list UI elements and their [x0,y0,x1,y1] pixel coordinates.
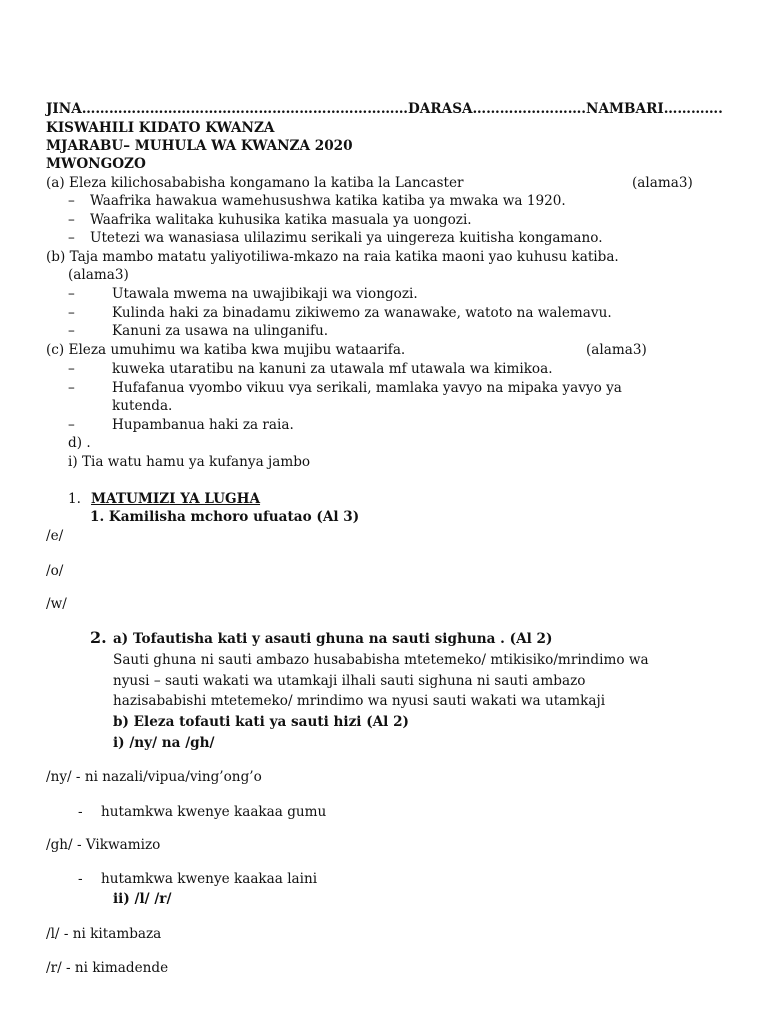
bullet-hyphen: - [78,804,83,820]
bullet-dash: – [68,380,75,396]
bullet-dash: – [68,212,75,228]
question-2b-i: i) /ny/ na /gh/ [113,735,215,751]
answer-c-2-continued: kutenda. [112,398,173,414]
bullet-hyphen: - [78,871,83,887]
question-b-marks: (alama3) [68,267,129,283]
question-c: (c) Eleza umuhimu wa katiba kwa mujibu wataarifa. [46,342,406,358]
bullet-dash: – [68,193,75,209]
subject-title: KISWAHILI KIDATO KWANZA [46,120,275,136]
answer-r: /r/ - ni kimadende [46,960,169,976]
question-c-marks: (alama3) [586,342,647,358]
answer-gh-detail: hutamkwa kwenye kaakaa laini [101,871,318,887]
question-b: (b) Taja mambo matatu yaliyotiliwa-mkazo na raia katika maoni yao kuhusu katiba. [46,249,619,265]
question-2b-ii: ii) /l/ /r/ [113,891,172,907]
bullet-dash: – [68,323,75,339]
answer-c-1: kuweka utaratibu na kanuni za utawala mf utawala wa kimikoa. [112,361,553,377]
question-2b: b) Eleza tofauti kati ya sauti hizi (Al 2) [113,714,409,730]
bullet-dash: – [68,286,75,302]
question-a-marks: (alama3) [632,175,693,191]
answer-2a-line-2: nyusi – sauti wakati wa utamkaji ilhali sauti sighuna ni sauti ambazo [113,673,586,689]
section-heading: MATUMIZI YA LUGHA [91,491,261,507]
bullet-dash: – [68,417,75,433]
answer-2a-line-3: hazisababishi mtetemeko/ mrindimo wa nyusi sauti wakati wa utamkaji [113,693,606,709]
student-info-line: JINA………………………………………………………………DARASA…………………….NAMBARI…………. [46,101,723,117]
answer-c-3: Hupambanua haki za raia. [112,417,294,433]
sound-e: /e/ [46,528,64,544]
answer-2a-line-1: Sauti ghuna ni sauti ambazo husababisha mtetemeko/ mtikisiko/mrindimo wa [113,652,649,668]
bullet-dash: – [68,361,75,377]
question-a: (a) Eleza kilichosababisha kongamano la katiba la Lancaster [46,175,464,191]
answer-c-2: Hufafanua vyombo vikuu vya serikali, mamlaka yavyo na mipaka yavyo ya [112,380,622,396]
answer-a-1: Waafrika hawakua wamehusushwa katika katiba ya mwaka wa 1920. [90,193,566,209]
answer-b-3: Kanuni za usawa na ulinganifu. [112,323,329,339]
sound-o: /o/ [46,563,64,579]
question-2a: a) Tofautisha kati y asauti ghuna na sauti sighuna . (Al 2) [113,631,553,647]
section-number: 1. [68,491,81,507]
answer-ny-detail: hutamkwa kwenye kaakaa gumu [101,804,327,820]
guide-title: MWONGOZO [46,156,146,172]
question-1: 1. Kamilisha mchoro ufuatao (Al 3) [90,509,360,525]
bullet-dash: – [68,305,75,321]
answer-d-1: i) Tia watu hamu ya kufanya jambo [68,454,311,470]
question-d: d) . [68,435,91,451]
answer-ny: /ny/ - ni nazali/vipua/ving’ong’o [46,769,262,785]
sound-w: /w/ [46,596,67,612]
answer-gh: /gh/ - Vikwamizo [46,837,161,853]
answer-a-2: Waafrika walitaka kuhusika katika masuala ya uongozi. [90,212,472,228]
answer-b-1: Utawala mwema na uwajibikaji wa viongozi. [112,286,418,302]
answer-l: /l/ - ni kitambaza [46,926,162,942]
bullet-dash: – [68,230,75,246]
question-2-number: 2. [90,628,107,647]
exam-title: MJARABU– MUHULA WA KWANZA 2020 [46,138,353,154]
answer-a-3: Utetezi wa wanasiasa ulilazimu serikali ya uingereza kuitisha kongamano. [90,230,603,246]
answer-b-2: Kulinda haki za binadamu zikiwemo za wanawake, watoto na walemavu. [112,305,612,321]
